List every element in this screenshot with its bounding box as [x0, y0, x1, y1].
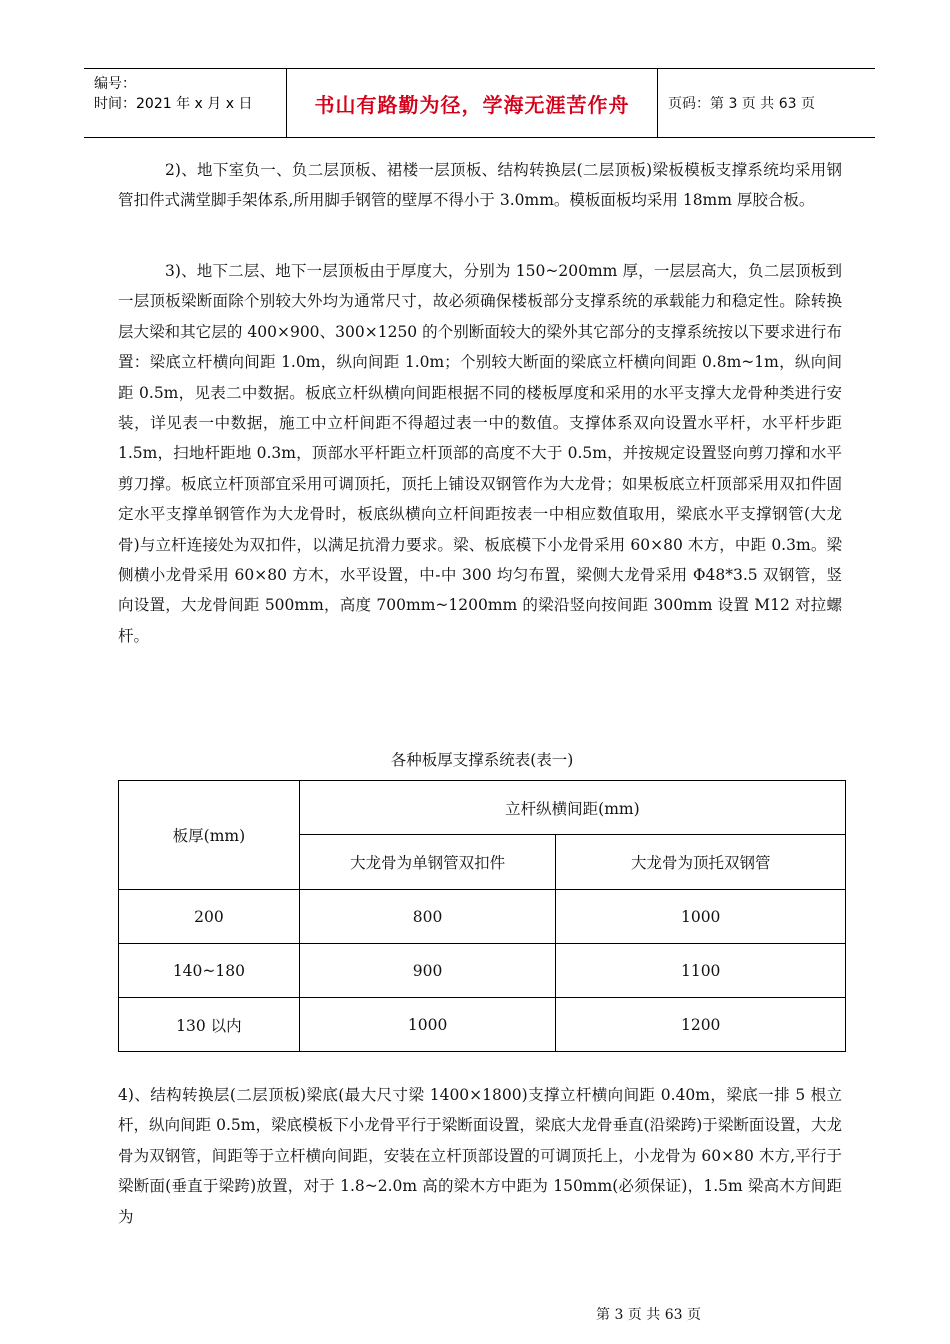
paragraph-3: 3)、地下二层、地下一层顶板由于厚度大，分别为 150~200mm 厚，一层层高大，负二层顶板到一层顶板梁断面除个别较大外均为通常尺寸，故必须确保楼板部分支撑系统的承载能力和稳定性。除转换层大梁和其它层的 400×900、300×1250 的个别断面较大的梁外其它部分的支撑系统按以下要求进行布置：梁底立杆横向间距 1.0m，纵向间距 1.0m；个别较大断面的梁底立杆横向间距 0.8m~1m，纵向间距 0.5m，见表二中数据。板底立杆纵横向间距根据不同的楼板厚度和采用的水平支撑大龙骨种类进行安装，详见表一中数据，施工中立杆间距不得超过表一中的数值。支撑体系双向设置水平杆，水平杆步距 1.5m，扫地杆距地 0.3m，顶部水平杆距立杆顶部的高度不大于 0.5m，并按规定设置竖向剪刀撑和水平剪刀撑。板底立杆顶部宜采用可调顶托，顶托上铺设双钢管作为大龙骨；如果板底立杆顶部采用双扣件固定水平支撑单钢管作为大龙骨时，板底纵横向立杆间距按表一中相应数值取用，梁底水平支撑钢管(大龙骨)与立杆连接处为双扣件，以满足抗滑力要求。梁、板底模下小龙骨采用 60×80 木方，中距 0.3m。梁侧横小龙骨采用 60×80 方木，水平设置，中-中 300 均匀布置，梁侧大龙骨采用 Φ48*3.5 双钢管，竖向设置，大龙骨间距 500mm，高度 700mm~1200mm 的梁沿竖向按间距 300mm 设置 M12 对拉螺杆。 [118, 262, 842, 645]
cell-single-steel: 1000 [299, 998, 556, 1052]
number-label: 编号： [94, 76, 136, 92]
table-row [119, 890, 846, 944]
page-footer: 第 3 页 共 63 页 [596, 1307, 701, 1323]
page-header [84, 68, 875, 138]
header-motto: 书山有路勤为径，学海无涯苦作舟 [314, 92, 630, 117]
time-label: 时间：2021 年 x 月 x 日 [94, 96, 253, 112]
paragraph-2: 2)、地下室负一、负二层顶板、裙楼一层顶板、结构转换层(二层顶板)梁板模板支撑系统均采用钢管扣件式满堂脚手架体系,所用脚手钢管的壁厚不得小于 3.0mm。模板面板均采用 18mm 厚胶合板。 [118, 161, 842, 210]
header-single-steel-double-clamp: 大龙骨为单钢管双扣件 [299, 835, 556, 890]
cell-thickness: 140~180 [119, 944, 300, 998]
cell-double-steel: 1000 [556, 890, 846, 944]
header-page-info: 页码：第 3 页 共 63 页 [668, 96, 815, 112]
header-jack-double-steel: 大龙骨为顶托双钢管 [556, 835, 846, 890]
table-row [119, 998, 846, 1052]
cell-double-steel: 1100 [556, 944, 846, 998]
table-row [119, 944, 846, 998]
header-meta [84, 69, 286, 137]
cell-single-steel: 800 [299, 890, 556, 944]
cell-single-steel: 900 [299, 944, 556, 998]
header-thickness: 板厚(mm) [119, 781, 300, 890]
cell-double-steel: 1200 [556, 998, 846, 1052]
table-caption: 各种板厚支撑系统表(表一) [390, 751, 574, 769]
header-divider [657, 69, 658, 137]
header-spacing-group: 立杆纵横间距(mm) [299, 781, 845, 835]
cell-thickness: 130 以内 [119, 998, 300, 1052]
support-system-table [118, 780, 846, 1052]
paragraph-4: 4)、结构转换层(二层顶板)梁底(最大尺寸梁 1400×1800)支撑立杆横向间距 0.40m，梁底一排 5 根立杆，纵向间距 0.5m，梁底模板下小龙骨平行于梁断面设置，梁底大龙骨垂直(沿梁跨)于梁断面设置，大龙骨为双钢管，间距等于立杆横向间距，安装在立杆顶部设置的可调顶托上，小龙骨为 60×80 木方,平行于梁断面(垂直于梁跨)放置，对于 1.8~2.0m 高的梁木方中距为 150mm(必须保证)，1.5m 梁高木方间距为 [118, 1086, 842, 1226]
cell-thickness: 200 [119, 890, 300, 944]
